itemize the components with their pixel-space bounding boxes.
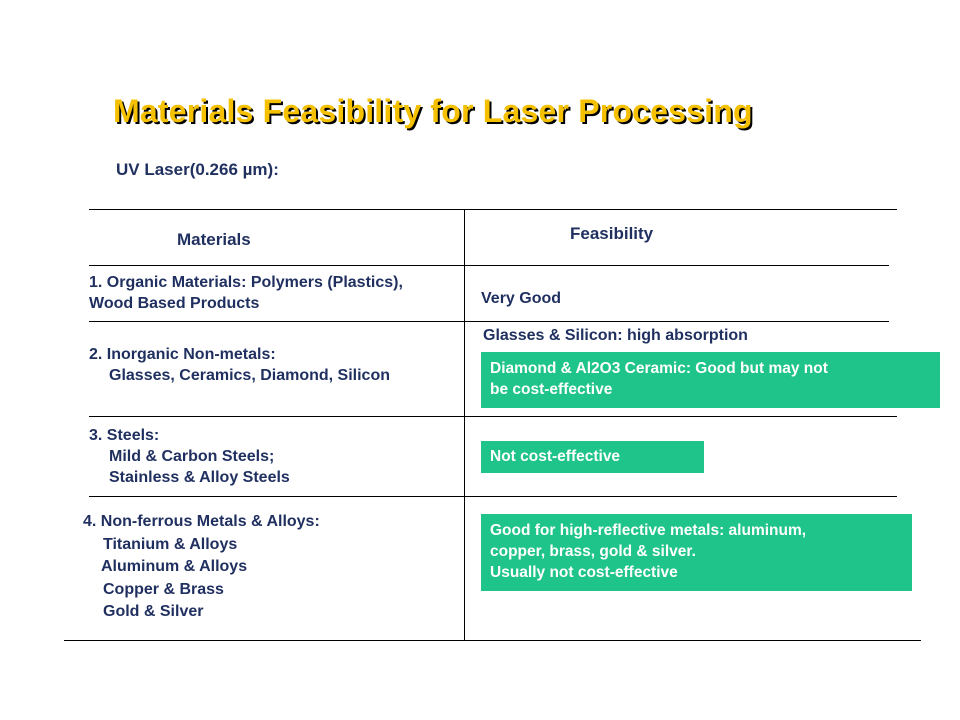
laser-type-subtitle: UV Laser(0.266 µm):	[116, 160, 279, 179]
row3-bottom-rule	[89, 496, 897, 497]
row3-material	[89, 425, 290, 488]
row2-highlight-line: Diamond & Al2O3 Ceramic: Good but may not	[490, 360, 828, 377]
row2-bottom-rule	[89, 416, 897, 417]
row1-material-line: 1. Organic Materials: Polymers (Plastics),	[89, 274, 403, 291]
row4-highlight-line: Usually not cost-effective	[490, 564, 678, 581]
row2-highlight-line: be cost-effective	[490, 381, 613, 398]
row2-feasibility-text: Glasses & Silicon: high absorption	[483, 327, 748, 344]
row4-material-line: Aluminum & Alloys	[101, 558, 248, 575]
row3-highlight-line: Not cost-effective	[490, 448, 621, 465]
row3-material-line: Mild & Carbon Steels;	[109, 448, 275, 465]
row4-material-line: 4. Non-ferrous Metals & Alloys:	[83, 513, 320, 530]
row2-material-line: Glasses, Ceramics, Diamond, Silicon	[109, 367, 390, 384]
row1-material-line: Wood Based Products	[89, 295, 260, 312]
row3-material-line: 3. Steels:	[89, 427, 160, 444]
row1-feasibility: Very Good	[481, 290, 562, 307]
materials-column-header: Materials	[177, 230, 251, 249]
row3-feasibility-highlight	[481, 441, 704, 473]
row1-bottom-rule	[89, 321, 889, 322]
row4-highlight-line: Good for high-reflective metals: aluminum,	[490, 522, 807, 539]
row4-material-line: Gold & Silver	[103, 603, 204, 620]
row4-feasibility-highlight	[481, 514, 912, 591]
row4-material-line: Copper & Brass	[103, 580, 224, 598]
slide-title: Materials Feasibility for Laser Processing	[113, 93, 753, 129]
row3-material-line: Stainless & Alloy Steels	[109, 469, 290, 486]
row4-material-line: Titanium & Alloys	[103, 535, 238, 553]
row2-material-line: 2. Inorganic Non-metals:	[89, 346, 276, 363]
column-divider	[464, 209, 465, 640]
table-bottom-rule	[64, 640, 921, 641]
row1-material	[89, 272, 403, 314]
feasibility-column-header: Feasibility	[570, 224, 654, 243]
header-bottom-rule	[89, 265, 889, 266]
row2-feasibility-highlight	[481, 352, 940, 408]
row4-material	[83, 511, 320, 624]
table-top-rule	[89, 209, 897, 210]
row4-highlight-line: copper, brass, gold & silver.	[490, 543, 696, 560]
row2-material	[89, 344, 390, 386]
